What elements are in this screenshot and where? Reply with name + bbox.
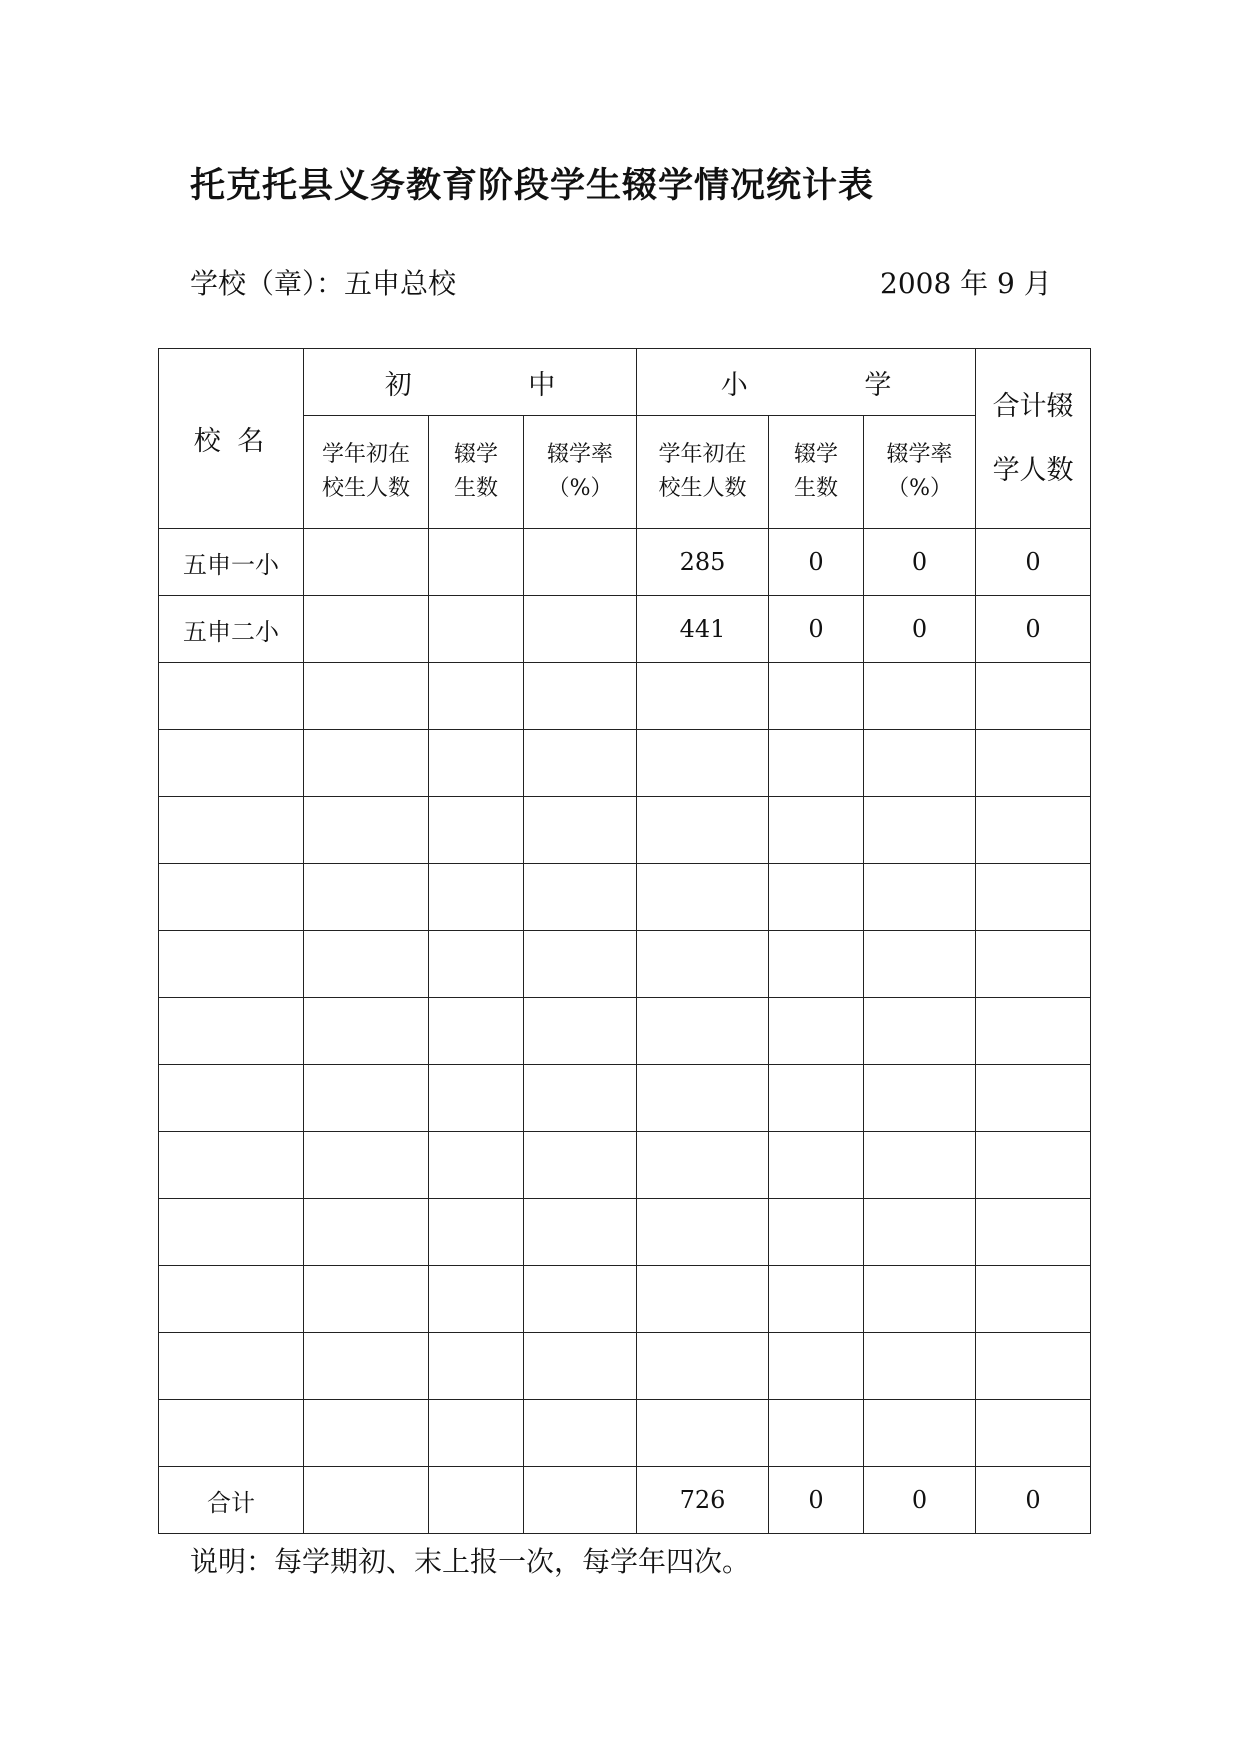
- primary-enrolled-cell: [637, 998, 769, 1065]
- junior-enrolled-cell: [304, 1132, 429, 1199]
- junior-rate-header-line1: 辍学率: [547, 442, 614, 467]
- primary-rate-cell: [864, 1266, 976, 1333]
- table-row: [159, 931, 1091, 998]
- junior-dropout-header-line1: 辍学: [453, 442, 498, 467]
- primary-enrolled-header-line2: 校生人数: [658, 476, 747, 501]
- junior-enrolled-cell: [304, 529, 429, 596]
- junior-rate-cell: [524, 596, 637, 663]
- school-name-header: 校 名: [159, 349, 304, 529]
- school-label: 学校（章）：五申总校: [190, 267, 457, 300]
- junior-rate-header: [524, 416, 637, 529]
- table-body: [159, 529, 1091, 1534]
- school-name-cell: [159, 730, 304, 797]
- primary-dropout-cell: [769, 1199, 864, 1266]
- school-name-cell: 五申一小: [159, 529, 304, 596]
- junior-dropout-cell: [429, 663, 524, 730]
- primary-dropout-cell: [769, 663, 864, 730]
- junior-dropout-cell: [429, 1132, 524, 1199]
- school-name-cell: [159, 1266, 304, 1333]
- primary-enrolled-cell: [637, 1199, 769, 1266]
- primary-enrolled-header-line1: 学年初在: [658, 442, 747, 467]
- total-dropout-cell: [976, 663, 1091, 730]
- total-dropout-cell: 0: [976, 1467, 1091, 1534]
- total-dropout-cell: [976, 864, 1091, 931]
- primary-dropout-cell: [769, 797, 864, 864]
- dropout-stats-table: [158, 348, 1091, 1534]
- primary-dropout-cell: [769, 998, 864, 1065]
- header-row-1: [159, 349, 1091, 416]
- junior-enrolled-cell: [304, 1467, 429, 1534]
- primary-enrolled-cell: [637, 1400, 769, 1467]
- primary-enrolled-cell: 441: [637, 596, 769, 663]
- primary-enrolled-cell: [637, 663, 769, 730]
- primary-dropout-cell: [769, 1400, 864, 1467]
- total-dropout-cell: 0: [976, 529, 1091, 596]
- primary-dropout-header: [769, 416, 864, 529]
- primary-rate-cell: [864, 797, 976, 864]
- junior-enrolled-cell: [304, 1400, 429, 1467]
- primary-dropout-cell: [769, 1132, 864, 1199]
- primary-enrolled-cell: 726: [637, 1467, 769, 1534]
- report-date: 2008 年 9 月: [880, 267, 1052, 300]
- junior-dropout-cell: [429, 1266, 524, 1333]
- junior-high-header: 初 中: [304, 349, 637, 416]
- page-title: 托克托县义务教育阶段学生辍学情况统计表: [190, 166, 875, 206]
- primary-enrolled-cell: [637, 1065, 769, 1132]
- school-name-cell: 五申二小: [159, 596, 304, 663]
- junior-dropout-header-line2: 生数: [453, 476, 498, 501]
- total-row: [159, 1467, 1091, 1534]
- primary-dropout-header-line2: 生数: [794, 476, 839, 501]
- total-dropout-cell: [976, 931, 1091, 998]
- total-dropout-cell: [976, 998, 1091, 1065]
- junior-rate-header-line2: （%）: [547, 476, 613, 501]
- primary-rate-cell: [864, 1199, 976, 1266]
- total-dropout-header: [976, 349, 1091, 529]
- junior-enrolled-cell: [304, 797, 429, 864]
- table-row: [159, 1132, 1091, 1199]
- school-name-cell: [159, 864, 304, 931]
- table-row: [159, 596, 1091, 663]
- junior-rate-cell: [524, 1199, 637, 1266]
- primary-enrolled-header: [637, 416, 769, 529]
- junior-dropout-cell: [429, 596, 524, 663]
- primary-rate-cell: 0: [864, 529, 976, 596]
- total-dropout-cell: [976, 1266, 1091, 1333]
- junior-rate-cell: [524, 864, 637, 931]
- junior-enrolled-cell: [304, 1333, 429, 1400]
- primary-rate-cell: [864, 1333, 976, 1400]
- junior-enrolled-cell: [304, 1266, 429, 1333]
- primary-enrolled-cell: [637, 1266, 769, 1333]
- junior-enrolled-cell: [304, 663, 429, 730]
- junior-dropout-cell: [429, 998, 524, 1065]
- school-name-cell: [159, 797, 304, 864]
- table-row: [159, 529, 1091, 596]
- primary-rate-cell: [864, 998, 976, 1065]
- total-dropout-cell: [976, 1199, 1091, 1266]
- junior-dropout-cell: [429, 931, 524, 998]
- primary-enrolled-cell: [637, 864, 769, 931]
- primary-rate-header-line1: 辍学率: [886, 442, 953, 467]
- primary-dropout-header-line1: 辍学: [794, 442, 839, 467]
- primary-dropout-cell: [769, 730, 864, 797]
- total-dropout-cell: [976, 1065, 1091, 1132]
- primary-dropout-cell: [769, 931, 864, 998]
- junior-enrolled-cell: [304, 931, 429, 998]
- junior-rate-cell: [524, 1400, 637, 1467]
- primary-dropout-cell: [769, 1065, 864, 1132]
- primary-dropout-cell: 0: [769, 1467, 864, 1534]
- junior-rate-cell: [524, 1065, 637, 1132]
- table-row: [159, 998, 1091, 1065]
- primary-dropout-cell: 0: [769, 529, 864, 596]
- primary-header: 小 学: [637, 349, 976, 416]
- junior-enrolled-header-line2: 校生人数: [321, 476, 410, 501]
- school-name-cell: [159, 998, 304, 1065]
- junior-dropout-cell: [429, 1467, 524, 1534]
- primary-rate-cell: [864, 1065, 976, 1132]
- junior-rate-cell: [524, 529, 637, 596]
- table-row: [159, 1266, 1091, 1333]
- primary-rate-cell: [864, 864, 976, 931]
- table-row: [159, 1065, 1091, 1132]
- primary-rate-cell: 0: [864, 1467, 976, 1534]
- primary-rate-cell: 0: [864, 596, 976, 663]
- table-row: [159, 1199, 1091, 1266]
- junior-dropout-cell: [429, 730, 524, 797]
- junior-dropout-cell: [429, 1065, 524, 1132]
- total-dropout-header-line2: 学人数: [992, 454, 1074, 486]
- total-dropout-cell: [976, 1333, 1091, 1400]
- junior-rate-cell: [524, 1333, 637, 1400]
- primary-enrolled-cell: [637, 1333, 769, 1400]
- junior-enrolled-header-line1: 学年初在: [321, 442, 410, 467]
- table-row: [159, 1400, 1091, 1467]
- primary-rate-cell: [864, 1400, 976, 1467]
- junior-dropout-cell: [429, 529, 524, 596]
- school-name-cell: [159, 663, 304, 730]
- junior-dropout-cell: [429, 1333, 524, 1400]
- junior-rate-cell: [524, 1266, 637, 1333]
- total-dropout-cell: [976, 797, 1091, 864]
- primary-rate-header-line2: （%）: [887, 476, 952, 501]
- primary-dropout-cell: 0: [769, 596, 864, 663]
- primary-rate-cell: [864, 663, 976, 730]
- total-dropout-cell: [976, 1400, 1091, 1467]
- school-name-cell: [159, 1199, 304, 1266]
- junior-rate-cell: [524, 730, 637, 797]
- primary-enrolled-cell: [637, 931, 769, 998]
- total-dropout-header-line1: 合计辍: [992, 390, 1074, 422]
- junior-enrolled-cell: [304, 730, 429, 797]
- primary-enrolled-cell: [637, 730, 769, 797]
- total-dropout-cell: [976, 1132, 1091, 1199]
- primary-enrolled-cell: [637, 797, 769, 864]
- junior-dropout-header: [429, 416, 524, 529]
- primary-dropout-cell: [769, 1266, 864, 1333]
- total-dropout-cell: 0: [976, 596, 1091, 663]
- junior-enrolled-cell: [304, 1199, 429, 1266]
- junior-enrolled-cell: [304, 596, 429, 663]
- junior-dropout-cell: [429, 1400, 524, 1467]
- primary-rate-cell: [864, 1132, 976, 1199]
- junior-rate-cell: [524, 1467, 637, 1534]
- primary-dropout-cell: [769, 1333, 864, 1400]
- primary-dropout-cell: [769, 864, 864, 931]
- table-row: [159, 864, 1091, 931]
- junior-dropout-cell: [429, 797, 524, 864]
- junior-enrolled-cell: [304, 998, 429, 1065]
- primary-rate-cell: [864, 730, 976, 797]
- school-name-cell: [159, 931, 304, 998]
- junior-rate-cell: [524, 998, 637, 1065]
- school-name-cell: [159, 1400, 304, 1467]
- primary-enrolled-cell: 285: [637, 529, 769, 596]
- junior-dropout-cell: [429, 864, 524, 931]
- table-row: [159, 663, 1091, 730]
- primary-rate-header: [864, 416, 976, 529]
- school-name-cell: [159, 1065, 304, 1132]
- primary-rate-cell: [864, 931, 976, 998]
- table-row: [159, 730, 1091, 797]
- junior-enrolled-header: [304, 416, 429, 529]
- junior-dropout-cell: [429, 1199, 524, 1266]
- table-row: [159, 797, 1091, 864]
- junior-rate-cell: [524, 663, 637, 730]
- footnote: 说明：每学期初、末上报一次，每学年四次。: [190, 1545, 751, 1578]
- school-name-cell: [159, 1132, 304, 1199]
- junior-rate-cell: [524, 797, 637, 864]
- junior-rate-cell: [524, 931, 637, 998]
- junior-enrolled-cell: [304, 1065, 429, 1132]
- total-dropout-cell: [976, 730, 1091, 797]
- junior-rate-cell: [524, 1132, 637, 1199]
- primary-enrolled-cell: [637, 1132, 769, 1199]
- junior-enrolled-cell: [304, 864, 429, 931]
- school-name-cell: 合计: [159, 1467, 304, 1534]
- school-name-cell: [159, 1333, 304, 1400]
- table-row: [159, 1333, 1091, 1400]
